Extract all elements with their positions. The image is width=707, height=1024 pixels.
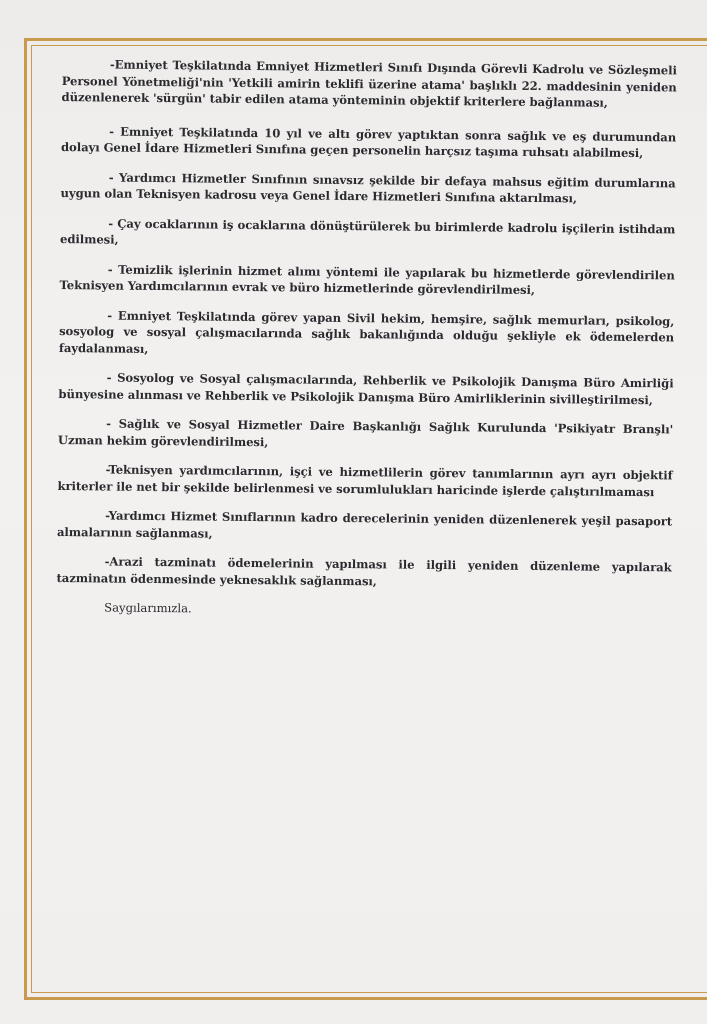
paragraph-yardimci-hizmetler: - Yardımcı Hizmetler Sınıfının sınavsız şekilde bir defaya mahsus eğitim durumlarına uygun olan Teknisyen kadrosu veya Genel İdare Hizmetleri Sınıfına aktarılması, xyxy=(60,169,676,206)
closing-salutation: Saygılarımızla. xyxy=(104,600,192,616)
paragraph-yesil-pasaport: -Yardımcı Hizmet Sınıflarının kadro derecelerinin yeniden düzenlenerek yeşil pasaport almalarının sağlanması, xyxy=(56,508,673,541)
paragraph-ek-odemeler: - Emniyet Teşkilatında görev yapan Sivil hekim, hemşire, sağlık memurları, psikolog, sosyolog ve sosyal çalışmacılarında sağlık bakanlığında olduğu şekliyle ek ödemelerden faydalanması, xyxy=(58,307,675,356)
paragraph-cay-ocaklari: - Çay ocaklarının iş ocaklarına dönüştürülerek bu birimlerde kadrolu işçilerin istihdam edilmesi, xyxy=(60,215,676,247)
paragraph-psikiyatr-hekim: - Sağlık ve Sosyal Hizmetler Daire Başkanlığı Sağlık Kurulunda 'Psikiyatr Branşlı' Uzman hekim görevlendirilmesi, xyxy=(57,416,674,449)
paragraph-temizlik-isleri: - Temizlik işlerinin hizmet alımı yöntemi ile yapılarak bu hizmetlerde görevlendirilen Teknisyen Yardımcılarının evrak ve büro hizmetlerinde görevlendirilmesi, xyxy=(59,261,675,297)
paragraph-rehberlik-buro: - Sosyolog ve Sosyal çalışmacılarında, Rehberlik ve Psikolojik Danışma Büro Amirliği bünyesine alınması ve Rehberlik ve Psikolojik Danışma Büro Amirliklerinin sivilleştirilmesi, xyxy=(58,370,674,407)
paragraph-sürgün-atama: -Emniyet Teşkilatında Emniyet Hizmetleri Sınıfı Dışında Görevli Kadrolu ve Sözleşmeli Personel Yönetmeliği'nin 'Yetkili amirin teklifi üzerine atama' başlıklı 22. maddesinin yeniden düzenlenerek 'sürgün' tabir edilen atama yönteminin objektif kriterlere bağlanması, xyxy=(61,57,677,110)
paragraph-gorev-tanimlari: -Teknisyen yardımcılarının, işçi ve hizmetlilerin görev tanımlarının ayrı ayrı objektif kriterler ile net bir şekilde belirlenmesi ve sorumlulukları haricinde işlerde çalıştırılmaması xyxy=(57,462,673,499)
paragraph-arazi-tazminati: -Arazi tazminatı ödemelerinin yapılması ile ilgili yeniden düzenleme yapılarak tazminatın ödenmesinde yeknesaklık sağlanması, xyxy=(56,554,672,588)
paragraph-harcsiz-ruhsat: - Emniyet Teşkilatında 10 yıl ve altı görev yaptıktan sonra sağlık ve eş durumundan dolayı Genel İdare Hizmetleri Sınıfına geçen personelin harçsız taşıma ruhsatı alabilmesi, xyxy=(60,123,677,161)
document-body xyxy=(56,56,677,621)
